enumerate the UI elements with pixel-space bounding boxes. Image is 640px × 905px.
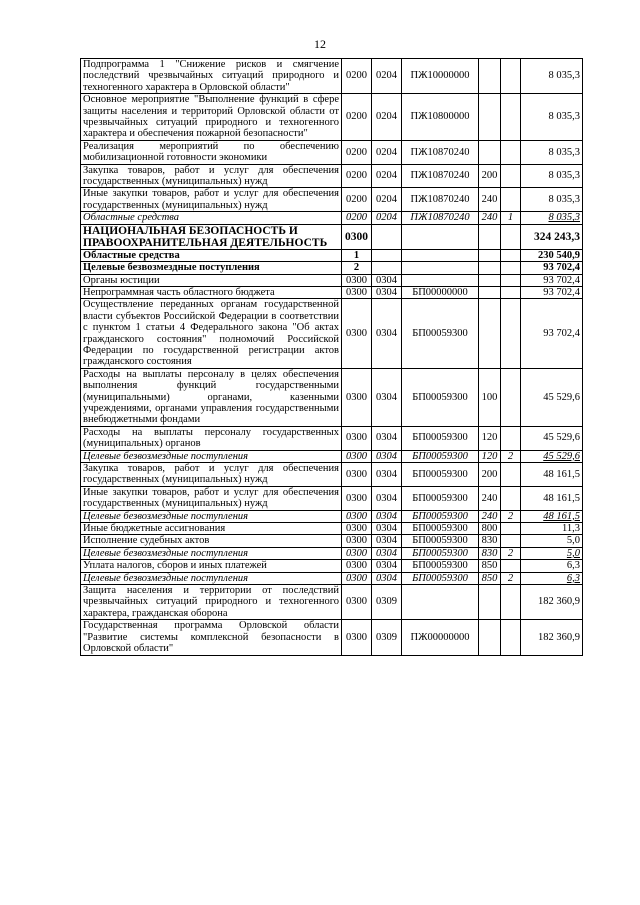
row-name: Целевые безвозмездные поступления <box>81 510 342 522</box>
row-expense-type: 240 <box>479 510 501 522</box>
row-target-article: БП00059300 <box>402 450 479 462</box>
row-expense-type: 850 <box>479 560 501 572</box>
row-target-article <box>402 224 479 249</box>
row-target-article: ПЖ10800000 <box>402 94 479 141</box>
row-subsection-code: 0204 <box>372 188 402 212</box>
row-amount: 8 035,3 <box>521 212 583 224</box>
row-amount: 8 035,3 <box>521 188 583 212</box>
table-row <box>81 299 583 368</box>
row-expense-type <box>479 94 501 141</box>
table-row <box>81 486 583 510</box>
row-section-code: 0300 <box>342 572 372 584</box>
row-expense-type <box>479 224 501 249</box>
row-funding-source <box>501 140 521 164</box>
row-amount: 8 035,3 <box>521 164 583 188</box>
row-target-article: ПЖ10870240 <box>402 164 479 188</box>
row-funding-source <box>501 249 521 261</box>
row-name: Иные закупки товаров, работ и услуг для обеспечения государственных (муниципальных) нужд <box>81 188 342 212</box>
row-amount: 8 035,3 <box>521 59 583 94</box>
row-amount: 5,0 <box>521 535 583 547</box>
table-row <box>81 572 583 584</box>
row-target-article <box>402 274 479 286</box>
table-row <box>81 463 583 487</box>
row-funding-source <box>501 286 521 298</box>
row-expense-type <box>479 140 501 164</box>
row-expense-type: 830 <box>479 535 501 547</box>
row-funding-source <box>501 426 521 450</box>
row-section-code: 0300 <box>342 463 372 487</box>
row-target-article: БП00059300 <box>402 299 479 368</box>
row-target-article: БП00059300 <box>402 510 479 522</box>
row-section-code: 0300 <box>342 560 372 572</box>
row-target-article: ПЖ10870240 <box>402 212 479 224</box>
row-target-article: БП00059300 <box>402 486 479 510</box>
row-target-article: ПЖ00000000 <box>402 620 479 655</box>
row-section-code: 0300 <box>342 547 372 559</box>
row-section-code: 0300 <box>342 368 372 426</box>
row-expense-type: 240 <box>479 212 501 224</box>
table-row <box>81 547 583 559</box>
row-subsection-code: 0309 <box>372 620 402 655</box>
row-funding-source <box>501 188 521 212</box>
row-target-article: БП00059300 <box>402 560 479 572</box>
row-amount: 182 360,9 <box>521 585 583 620</box>
table-row <box>81 212 583 224</box>
row-name: Целевые безвозмездные поступления <box>81 450 342 462</box>
row-target-article: БП00059300 <box>402 547 479 559</box>
row-funding-source <box>501 274 521 286</box>
row-funding-source <box>501 535 521 547</box>
row-subsection-code: 0304 <box>372 299 402 368</box>
table-row <box>81 523 583 535</box>
row-name: Целевые безвозмездные поступления <box>81 262 342 274</box>
row-amount: 182 360,9 <box>521 620 583 655</box>
table-row <box>81 426 583 450</box>
row-name: Государственная программа Орловской области "Развитие системы комплексной безопасности в Орловской области" <box>81 620 342 655</box>
row-funding-source <box>501 59 521 94</box>
row-amount: 6,3 <box>521 572 583 584</box>
row-name: Областные средства <box>81 212 342 224</box>
row-section-code: 0200 <box>342 164 372 188</box>
row-name: Расходы на выплаты персоналу в целях обеспечения выполнения функций государственными (муниципальными) органами, казенными учреждениями, органами управления государственными внебюджетными фондами <box>81 368 342 426</box>
table-row <box>81 368 583 426</box>
row-funding-source <box>501 486 521 510</box>
row-section-code: 0300 <box>342 585 372 620</box>
row-name: Уплата налогов, сборов и иных платежей <box>81 560 342 572</box>
row-funding-source <box>501 463 521 487</box>
row-subsection-code: 0204 <box>372 59 402 94</box>
row-subsection-code: 0304 <box>372 572 402 584</box>
row-target-article <box>402 262 479 274</box>
row-subsection-code: 0304 <box>372 426 402 450</box>
row-section-code: 0300 <box>342 620 372 655</box>
table-row <box>81 585 583 620</box>
row-section-code: 0300 <box>342 510 372 522</box>
row-amount: 45 529,6 <box>521 450 583 462</box>
row-funding-source: 2 <box>501 450 521 462</box>
row-amount: 93 702,4 <box>521 274 583 286</box>
page-number: 12 <box>314 37 326 51</box>
row-target-article: БП00059300 <box>402 572 479 584</box>
row-name: Непрограммная часть областного бюджета <box>81 286 342 298</box>
row-amount: 93 702,4 <box>521 262 583 274</box>
row-name: Органы юстиции <box>81 274 342 286</box>
row-subsection-code <box>372 249 402 261</box>
table-row <box>81 560 583 572</box>
row-section-code: 0300 <box>342 450 372 462</box>
row-funding-source <box>501 299 521 368</box>
row-subsection-code: 0304 <box>372 486 402 510</box>
table-row <box>81 59 583 94</box>
row-amount: 48 161,5 <box>521 463 583 487</box>
row-target-article <box>402 249 479 261</box>
row-subsection-code: 0304 <box>372 560 402 572</box>
table-row <box>81 535 583 547</box>
row-target-article: БП00059300 <box>402 368 479 426</box>
row-funding-source: 1 <box>501 212 521 224</box>
table-row <box>81 188 583 212</box>
row-subsection-code <box>372 224 402 249</box>
row-target-article: ПЖ10000000 <box>402 59 479 94</box>
row-section-code: 0200 <box>342 94 372 141</box>
row-subsection-code: 0304 <box>372 547 402 559</box>
row-target-article: БП00059300 <box>402 426 479 450</box>
row-section-code: 0300 <box>342 286 372 298</box>
row-expense-type <box>479 299 501 368</box>
row-name: НАЦИОНАЛЬНАЯ БЕЗОПАСНОСТЬ И ПРАВООХРАНИТЕЛЬНАЯ ДЕЯТЕЛЬНОСТЬ <box>81 224 342 249</box>
row-subsection-code: 0304 <box>372 510 402 522</box>
row-name: Закупка товаров, работ и услуг для обеспечения государственных (муниципальных) нужд <box>81 164 342 188</box>
row-subsection-code <box>372 262 402 274</box>
row-name: Иные бюджетные ассигнования <box>81 523 342 535</box>
row-subsection-code: 0304 <box>372 286 402 298</box>
row-subsection-code: 0204 <box>372 140 402 164</box>
row-amount: 45 529,6 <box>521 368 583 426</box>
row-expense-type: 830 <box>479 547 501 559</box>
row-amount: 5,0 <box>521 547 583 559</box>
row-subsection-code: 0204 <box>372 164 402 188</box>
row-amount: 324 243,3 <box>521 224 583 249</box>
row-expense-type: 850 <box>479 572 501 584</box>
row-target-article: БП00059300 <box>402 463 479 487</box>
table-row <box>81 274 583 286</box>
row-funding-source: 2 <box>501 510 521 522</box>
row-name: Целевые безвозмездные поступления <box>81 572 342 584</box>
row-section-code: 0300 <box>342 426 372 450</box>
row-amount: 48 161,5 <box>521 486 583 510</box>
row-amount: 48 161,5 <box>521 510 583 522</box>
table-row <box>81 510 583 522</box>
table-row <box>81 286 583 298</box>
row-expense-type <box>479 249 501 261</box>
row-expense-type <box>479 620 501 655</box>
row-expense-type: 200 <box>479 164 501 188</box>
row-funding-source <box>501 94 521 141</box>
row-expense-type <box>479 262 501 274</box>
row-name: Подпрограмма 1 "Снижение рисков и смягчение последствий чрезвычайных ситуаций природного и техногенного характера в Орловской области" <box>81 59 342 94</box>
row-funding-source <box>501 262 521 274</box>
row-name: Целевые безвозмездные поступления <box>81 547 342 559</box>
row-section-code: 0200 <box>342 140 372 164</box>
row-subsection-code: 0304 <box>372 523 402 535</box>
row-expense-type: 800 <box>479 523 501 535</box>
row-amount: 6,3 <box>521 560 583 572</box>
row-funding-source <box>501 523 521 535</box>
row-amount: 8 035,3 <box>521 94 583 141</box>
row-section-code: 0300 <box>342 523 372 535</box>
row-name: Исполнение судебных актов <box>81 535 342 547</box>
row-amount: 11,3 <box>521 523 583 535</box>
row-section-code: 2 <box>342 262 372 274</box>
budget-table <box>80 58 583 656</box>
table-row <box>81 94 583 141</box>
row-funding-source: 2 <box>501 547 521 559</box>
row-name: Иные закупки товаров, работ и услуг для обеспечения государственных (муниципальных) нужд <box>81 486 342 510</box>
row-target-article: ПЖ10870240 <box>402 188 479 212</box>
row-subsection-code: 0304 <box>372 274 402 286</box>
row-target-article: ПЖ10870240 <box>402 140 479 164</box>
row-section-code: 1 <box>342 249 372 261</box>
row-name: Областные средства <box>81 249 342 261</box>
row-expense-type: 120 <box>479 426 501 450</box>
row-amount: 93 702,4 <box>521 299 583 368</box>
row-funding-source <box>501 368 521 426</box>
row-subsection-code: 0204 <box>372 212 402 224</box>
row-funding-source <box>501 620 521 655</box>
row-name: Закупка товаров, работ и услуг для обеспечения государственных (муниципальных) нужд <box>81 463 342 487</box>
row-expense-type <box>479 585 501 620</box>
row-name: Основное мероприятие "Выполнение функций в сфере защиты населения и территорий Орловской области от чрезвычайных ситуаций природного и техногенного характера и обеспечения пожарной безопасности" <box>81 94 342 141</box>
row-section-code: 0300 <box>342 224 372 249</box>
row-section-code: 0200 <box>342 212 372 224</box>
row-subsection-code: 0304 <box>372 368 402 426</box>
row-target-article: БП00059300 <box>402 535 479 547</box>
row-expense-type: 200 <box>479 463 501 487</box>
row-amount: 230 540,9 <box>521 249 583 261</box>
row-funding-source <box>501 164 521 188</box>
row-section-code: 0300 <box>342 299 372 368</box>
row-funding-source: 2 <box>501 572 521 584</box>
table-row <box>81 450 583 462</box>
row-expense-type: 240 <box>479 486 501 510</box>
row-target-article: БП00059300 <box>402 523 479 535</box>
row-section-code: 0300 <box>342 486 372 510</box>
row-funding-source <box>501 224 521 249</box>
row-subsection-code: 0204 <box>372 94 402 141</box>
row-subsection-code: 0304 <box>372 535 402 547</box>
table-row <box>81 262 583 274</box>
row-funding-source <box>501 560 521 572</box>
row-name: Реализация мероприятий по обеспечению мобилизационной готовности экономики <box>81 140 342 164</box>
row-expense-type <box>479 274 501 286</box>
row-expense-type: 240 <box>479 188 501 212</box>
row-amount: 45 529,6 <box>521 426 583 450</box>
row-amount: 93 702,4 <box>521 286 583 298</box>
row-funding-source <box>501 585 521 620</box>
row-expense-type <box>479 59 501 94</box>
row-section-code: 0300 <box>342 274 372 286</box>
table-row <box>81 620 583 655</box>
table-row <box>81 249 583 261</box>
row-expense-type: 100 <box>479 368 501 426</box>
table-row <box>81 224 583 249</box>
row-section-code: 0200 <box>342 59 372 94</box>
row-section-code: 0200 <box>342 188 372 212</box>
row-target-article <box>402 585 479 620</box>
row-expense-type: 120 <box>479 450 501 462</box>
row-subsection-code: 0304 <box>372 463 402 487</box>
table-row <box>81 164 583 188</box>
row-amount: 8 035,3 <box>521 140 583 164</box>
row-target-article: БП00000000 <box>402 286 479 298</box>
row-subsection-code: 0304 <box>372 450 402 462</box>
row-subsection-code: 0309 <box>372 585 402 620</box>
row-name: Защита населения и территории от последствий чрезвычайных ситуаций природного и техногенного характера, гражданская оборона <box>81 585 342 620</box>
row-name: Осуществление переданных органам государственной власти субъектов Российской Федерации в соответствии с пунктом 1 статьи 4 Федерального закона "Об актах гражданского состояния" полномочий Российской Федерации по государственной регистрации актов гражданского состояния <box>81 299 342 368</box>
row-section-code: 0300 <box>342 535 372 547</box>
row-expense-type <box>479 286 501 298</box>
table-row <box>81 140 583 164</box>
row-name: Расходы на выплаты персоналу государственных (муниципальных) органов <box>81 426 342 450</box>
